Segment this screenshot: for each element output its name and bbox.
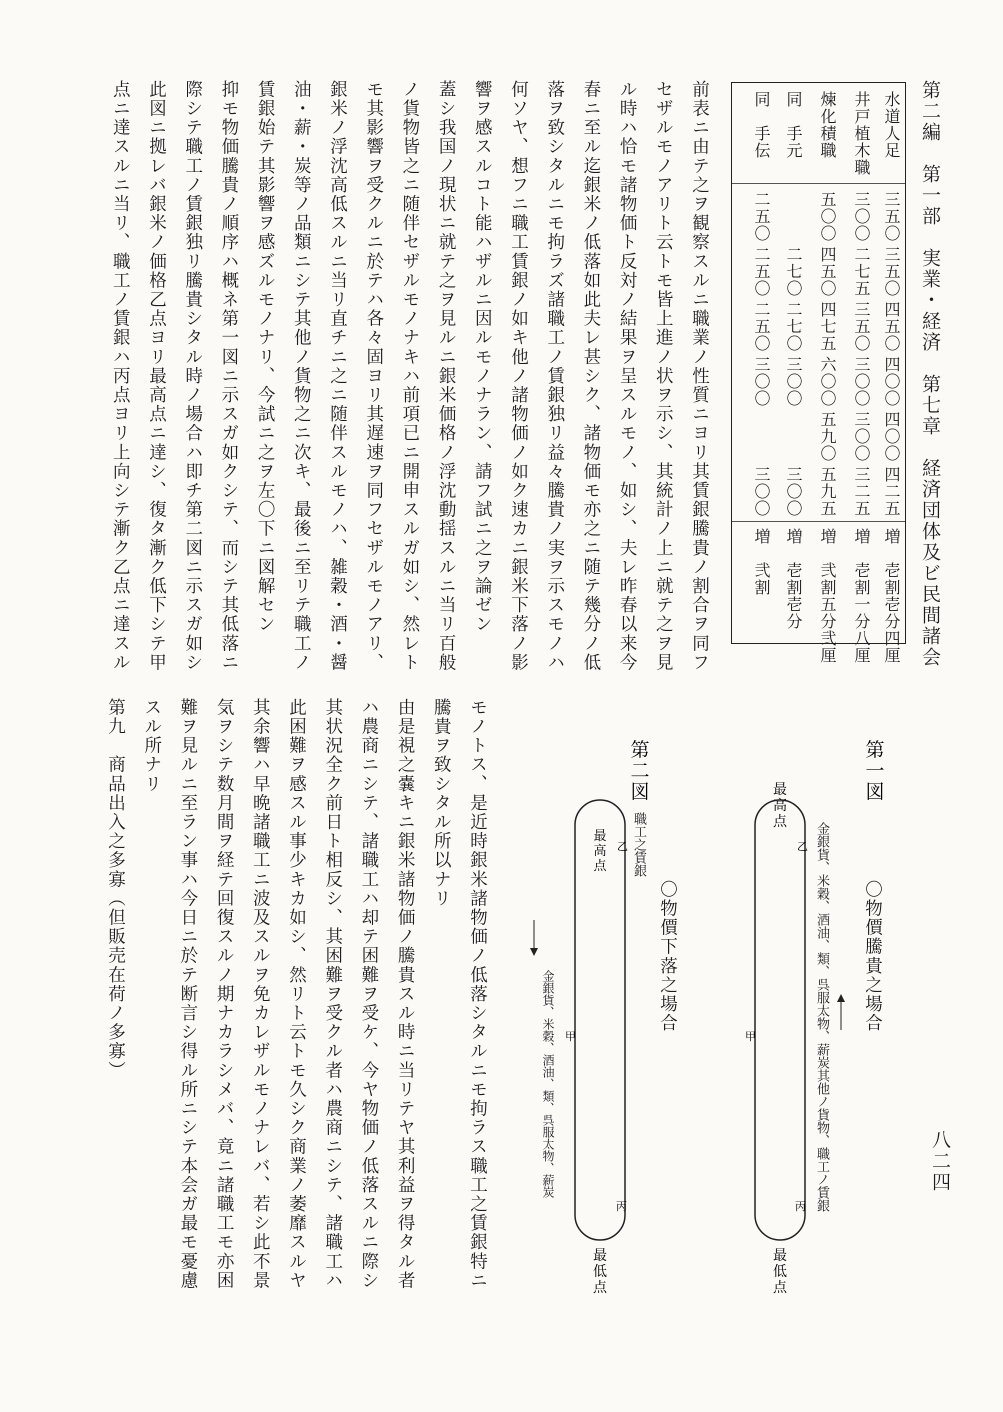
figure-2-point-c: 丙: [616, 1200, 627, 1213]
running-header: 第二編 第一部 実業・経済 第七章 経済団体及ビ民間諸会: [919, 80, 941, 668]
table-cell: 三〇〇: [852, 411, 871, 462]
table-increase: 増 壱割壱分四厘: [882, 528, 901, 664]
figure-2-curve-label-2: 金銀貨、米穀、酒油、類、呉服太物、薪炭: [541, 970, 555, 1198]
figure-1-title: 〇物價騰貴之場合: [862, 880, 883, 1033]
table-cell: 四〇〇: [882, 356, 901, 407]
table-increase: 増 壱割壱分: [784, 528, 803, 630]
text-column: 第九 商品出入之多寡（但販売在荷ノ多寡）: [105, 698, 126, 1080]
table-cell: 三五〇: [882, 191, 901, 242]
text-column: 何ソヤ、想フニ職工賃銀ノ如キ他ノ諸物価ノ如ク速カニ銀米下落ノ影: [508, 80, 529, 673]
table-row-label: 同 手元: [784, 91, 803, 159]
table-cell: 四五〇: [818, 246, 837, 297]
table-row-label: 煉化積職: [818, 91, 837, 159]
text-column: 銀米ノ浮沈高低スルニ当リ直チニ之ニ随伴スルモノハ、雑穀・酒・醤: [327, 80, 348, 673]
text-column: 点ニ達スルニ当リ、職工ノ賃銀ハ丙点ヨリ上向シテ漸ク乙点ニ達スル: [110, 80, 131, 673]
figure-2-caption: 第二図: [630, 739, 650, 803]
text-column: 此図ニ拠レバ銀米ノ価格乙点ヨリ最高点ニ達シ、復タ漸ク低下シテ甲: [146, 80, 167, 673]
table-divider: [732, 521, 905, 522]
table-cell: 三〇〇: [752, 356, 771, 407]
text-column: 前表ニ由テ之ヲ観察スルニ職業ノ性質ニヨリ其賃銀騰貴ノ割合ヲ同フ: [689, 80, 710, 673]
text-column: 此困難ヲ感スル事少キカ如シ、然リト云トモ久シク商業ノ萎靡スルヤ: [286, 698, 307, 1291]
table-cell: 四〇〇: [882, 411, 901, 462]
table-cell: 五九〇: [818, 411, 837, 462]
text-column: モ其影響ヲ受クルニ於テハ各々固ヨリ其遅速ヲ同フセザルモノアリ、: [363, 80, 384, 673]
text-column: 騰貴ヲ致シタル所以ナリ: [431, 698, 452, 909]
table-cell: 二七〇: [784, 301, 803, 352]
text-column: 落ヲ致シタルニモ拘ラズ諸職工ノ賃銀独リ益々騰貴ノ実ヲ示スモノハ: [544, 80, 565, 673]
figure-1-point-a: 甲: [745, 1030, 756, 1043]
table-increase: 増 壱割一分八厘: [852, 528, 871, 664]
table-cell: 三〇〇: [784, 356, 803, 407]
text-column: セザルモノアリト云トモ皆上進ノ状ヲ示シ、其統計ノ上ニ就テ之ヲ見: [653, 80, 674, 673]
table-cell: 五〇〇: [818, 191, 837, 242]
figure-2-curve-label: 職工之賃銀: [631, 812, 646, 877]
table-cell: 二七〇: [784, 246, 803, 297]
text-column: 由是視之嚢キニ銀米諸物価ノ騰貴スル時ニ当リテヤ其利益ヲ得タル者: [395, 698, 416, 1291]
table-increase: 増 弐割五分弐厘: [818, 528, 837, 664]
figure-1-point-c: 丙: [795, 1200, 806, 1213]
figure-2-title: 〇物價下落之場合: [657, 880, 678, 1033]
figure-2-bottom-label: 最低点: [593, 1248, 607, 1296]
figure-1-curve-label: 金銀貨、米穀、酒油、類、呉服太物、薪炭其他ノ貨物、職工ノ賃銀: [814, 822, 829, 1212]
figure-2: [520, 739, 690, 1296]
figure-1-curve: [755, 800, 805, 1240]
text-column: モノトス、是近時銀米諸物価ノ低落シタルニモ拘ラス職工之賃銀特ニ: [467, 698, 488, 1291]
text-column: ハ農商ニシテ、諸職工ハ却テ困難ヲ受ケ、今ヤ物価ノ低落スルニ際シ: [358, 698, 379, 1291]
figure-2-point-a: 甲: [565, 1030, 576, 1043]
table-cell: 三〇〇: [852, 191, 871, 242]
figure-1-bottom-label: 最低点: [773, 1248, 787, 1296]
table-cell: 三五〇: [882, 246, 901, 297]
figure-1-caption: 第一図: [865, 739, 885, 803]
figure-1: [735, 739, 910, 1296]
table-row-label: 同 手伝: [752, 91, 771, 159]
table-row-label: 井戸植木職: [852, 91, 871, 176]
table-cell: 四七五: [818, 301, 837, 352]
text-column: スル所ナリ: [141, 698, 162, 794]
figure-2-point-b: 乙: [617, 840, 628, 853]
page-number: 八二四: [929, 1130, 951, 1193]
table-cell: 二五〇: [752, 246, 771, 297]
text-column: 春ニ至ル迄銀米ノ低落如此夫レ甚シク、諸物価モ亦之ニ随テ幾分ノ低: [580, 80, 601, 673]
figure-1-arrowhead: [837, 994, 845, 1002]
table-cell: 二七五: [852, 246, 871, 297]
table-cell: 三〇〇: [784, 466, 803, 517]
table-divider: [732, 183, 905, 184]
text-column: 響ヲ感スルコト能ハザルニ因ルモノナラン、請フ試ニ之ヲ論ゼン: [472, 80, 493, 634]
wage-table: [731, 82, 906, 664]
text-column: 抑モ物価騰貴ノ順序ハ概ネ第一図ニ示スガ如クシテ、而シテ其低落ニ: [218, 80, 239, 673]
table-cell: 四二五: [882, 466, 901, 517]
table-row-label: 水道人足: [882, 91, 901, 159]
text-column: ル時ハ恰モ諸物価ト反対ノ結果ヲ呈スルモノ、如シ、夫レ昨春以来今: [617, 80, 638, 673]
figure-2-arrowhead: [530, 948, 538, 956]
figure-2-top-label: 最高点: [593, 829, 607, 874]
table-cell: 二五〇: [752, 191, 771, 242]
table-cell: 五九五: [818, 466, 837, 517]
table-cell: 二五〇: [752, 301, 771, 352]
text-column: 賃銀始テ其影響ヲ感ズルモノナリ、今試ニ之ヲ左〇下ニ図解セン: [255, 80, 276, 634]
text-column: 其状況全ク前日ト相反シ、其困難ヲ受クル者ハ農商ニシテ、諸職工ハ: [322, 698, 343, 1291]
table-cell: 六〇〇: [818, 356, 837, 407]
figure-1-point-b: 乙: [797, 840, 808, 853]
table-cell: 三五〇: [852, 301, 871, 352]
figure-1-top-label: 最高点: [773, 782, 787, 830]
table-cell: 三〇〇: [852, 356, 871, 407]
text-column: 油・薪・炭等ノ品類ニシテ其他ノ貨物之ニ次キ、最後ニ至リテ職工ノ: [291, 80, 312, 673]
text-column: 際シテ職工ノ賃銀独リ騰貴シタル時ノ場合ハ即チ第二図ニ示スガ如シ: [182, 80, 203, 673]
text-column: 蓋シ我国ノ現状ニ就テ之ヲ見ルニ銀米価格ノ浮沈動揺スルニ当リ百般: [436, 80, 457, 673]
text-column: 気ヲシテ数月間ヲ経テ回復スルノ期ナカラシメバ、竟ニ諸職工モ亦困: [214, 698, 235, 1291]
table-cell: 三〇〇: [752, 466, 771, 517]
text-column: 難ヲ見ルニ至ラン事ハ今日ニ於テ断言シ得ル所ニシテ本会ガ最モ憂慮: [177, 698, 198, 1291]
table-cell: 四五〇: [882, 301, 901, 352]
table-cell: 三二五: [852, 466, 871, 517]
text-column: 其余響ハ早晩諸職工ニ波及スルヲ免カレザルモノナレバ、若シ此不景: [250, 698, 271, 1291]
text-column: ノ貨物皆之ニ随伴セザルモノナキハ前項已ニ開申スルガ如シ、然レト: [399, 80, 420, 673]
table-increase: 増 弐割: [752, 528, 771, 596]
